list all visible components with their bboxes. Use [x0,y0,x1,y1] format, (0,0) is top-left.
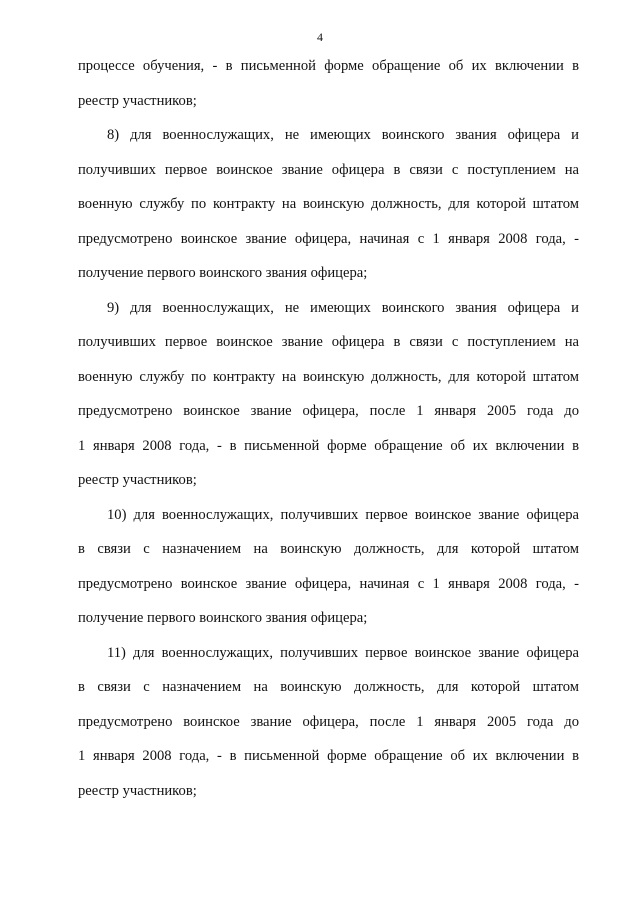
paragraph-continuation [78,49,579,118]
text-line: 11) для военнослужащих, получивших первое воинское звание офицера [107,644,579,661]
paragraph-item-11 [78,636,579,809]
text-line: 10) для военнослужащих, получивших первое воинское звание офицера [107,506,579,523]
text-line: в связи с назначением на воинскую должность, для которой штатом [78,541,579,557]
text-line: предусмотрено воинское звание офицера, после 1 января 2005 года до [78,713,579,730]
text-line: реестр участников; [78,472,197,488]
text-line: предусмотрено воинское звание офицера, начиная с 1 января 2008 года, - [78,230,579,247]
text-line: предусмотрено воинское звание офицера, после 1 января 2005 года до [78,403,579,419]
text-line: военную службу по контракту на воинскую должность, для которой штатом [78,196,579,212]
text-line: процессе обучения, - в письменной форме обращение об их включении в [78,58,579,74]
text-line: 8) для военнослужащих, не имеющих воинского звания офицера и [107,127,579,143]
text-line: получивших первое воинское звание офицера в связи с поступлением на [78,161,579,178]
paragraph-item-9 [78,291,579,498]
text-line: получение первого воинского звания офицера; [78,610,368,626]
text-line: 9) для военнослужащих, не имеющих воинского звания офицера и [107,299,579,316]
text-line: в связи с назначением на воинскую должность, для которой штатом [78,679,579,695]
text-line: предусмотрено воинское звание офицера, начиная с 1 января 2008 года, - [78,575,579,592]
paragraph-item-10 [78,498,579,636]
text-line: 1 января 2008 года, - в письменной форме обращение об их включении в [78,437,579,454]
text-line: 1 января 2008 года, - в письменной форме обращение об их включении в [78,748,579,764]
text-line: военную службу по контракту на воинскую должность, для которой штатом [78,368,579,385]
text-line: получивших первое воинское звание офицера в связи с поступлением на [78,334,579,350]
text-line: реестр участников; [78,782,197,799]
page-number: 4 [317,30,323,44]
text-line: реестр участников; [78,92,197,109]
text-line: получение первого воинского звания офицера; [78,265,368,281]
document-body [78,49,579,808]
paragraph-item-8 [78,118,579,291]
